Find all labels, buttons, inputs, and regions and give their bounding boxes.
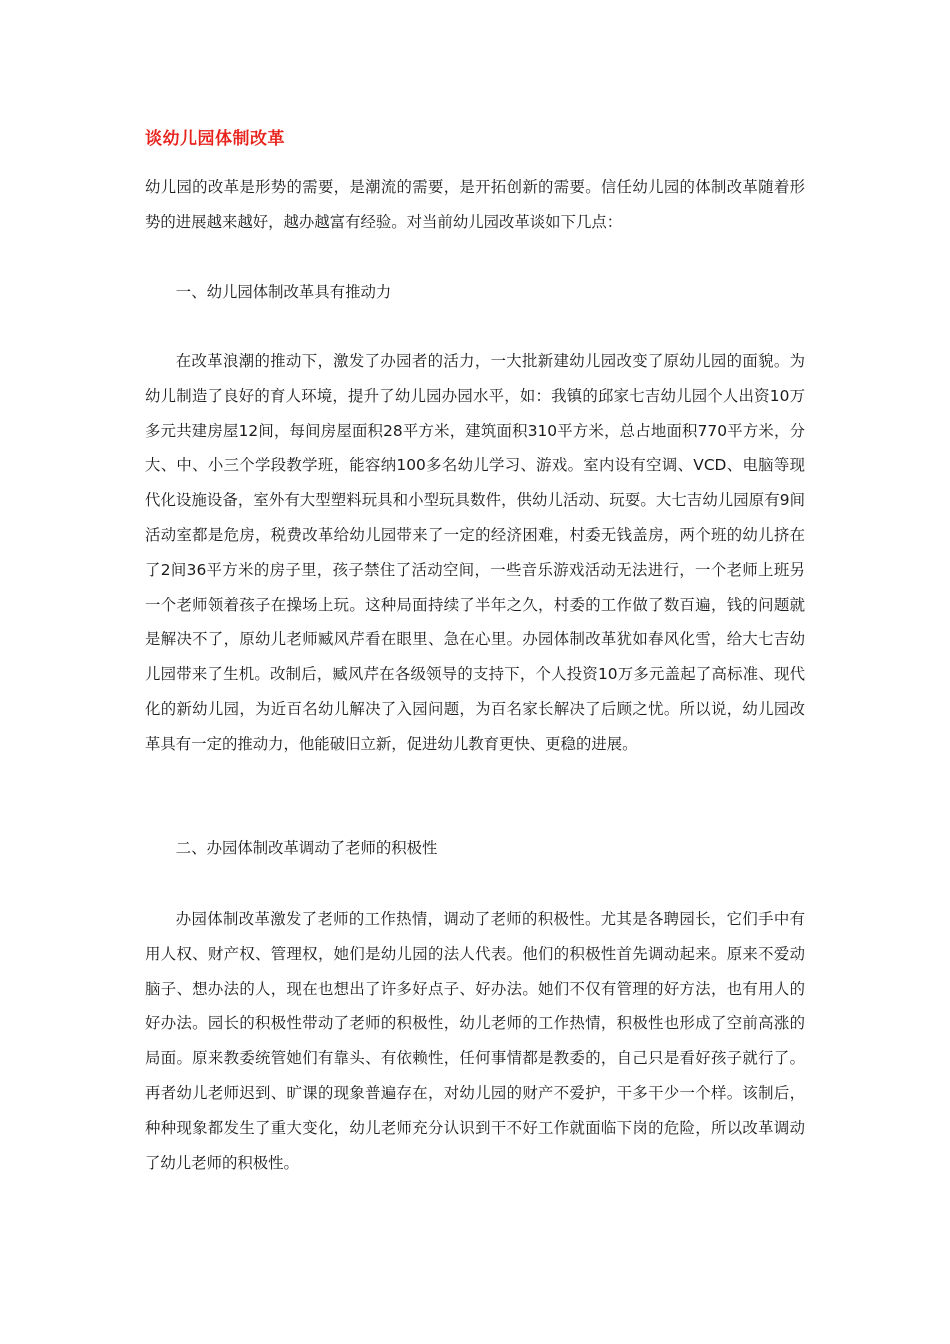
intro-paragraph: 幼儿园的改革是形势的需要，是潮流的需要，是开拓创新的需要。信任幼儿园的体制改革随着形势的进展越来越好，越办越富有经验。对当前幼儿园改革谈如下几点： xyxy=(145,178,805,231)
document-title: 谈幼儿园体制改革 xyxy=(145,129,285,149)
section-body-1: 在改革浪潮的推动下，激发了办园者的活力，一大批新建幼儿园改变了原幼儿园的面貌。为幼儿制造了良好的育人环境，提升了幼儿园办园水平，如：我镇的邱家七吉幼儿园个人出资10万多元共建房屋12间，每间房屋面积28平方米，建筑面积310平方米，总占地面积770平方米，分大、中、小三个学段教学班，能容纳100多名幼儿学习、游戏。室内设有空调、VCD、电脑等现代化设施设备，室外有大型塑料玩具和小型玩具数件，供幼儿活动、玩耍。大七吉幼儿园原有9间活动室都是危房，税费改革给幼儿园带来了一定的经济困难，村委无钱盖房，两个班的幼儿挤在了2间36平方米的房子里，孩子禁住了活动空间，一些音乐游戏活动无法进行，一个老师上班另一个老师领着孩子在操场上玩。这种局面持续了半年之久，村委的工作做了数百遍，钱的问题就是解决不了，原幼儿老师臧风芹看在眼里、急在心里。办园体制改革犹如春风化雪，给大七吉幼儿园带来了生机。改制后，臧风芹在各级领导的支持下，个人投资10万多元盖起了高标准、现代化的新幼儿园，为近百名幼儿解决了入园问题，为百名家长解决了后顾之忧。所以说，幼儿园改革具有一定的推动力，他能破旧立新，促进幼儿教育更快、更稳的进展。 xyxy=(145,352,805,753)
section-heading-2: 二、办园体制改革调动了老师的积极性 xyxy=(175,839,438,857)
section-heading-1: 一、幼儿园体制改革具有推动力 xyxy=(175,283,392,301)
section-body-2: 办园体制改革激发了老师的工作热情，调动了老师的积极性。尤其是各聘园长，它们手中有用人权、财产权、管理权，她们是幼儿园的法人代表。他们的积极性首先调动起来。原来不爱动脑子、想办法的人，现在也想出了许多好点子、好办法。她们不仅有管理的好方法，也有用人的好办法。园长的积极性带动了老师的积极性，幼儿老师的工作热情，积极性也形成了空前高涨的局面。原来教委统管她们有靠头、有依赖性，任何事情都是教委的，自己只是看好孩子就行了。再者幼儿老师迟到、旷课的现象普遍存在，对幼儿园的财产不爱护，干多干少一个样。该制后，种种现象都发生了重大变化，幼儿老师充分认识到干不好工作就面临下岗的危险，所以改革调动了幼儿老师的积极性。 xyxy=(145,910,805,1172)
